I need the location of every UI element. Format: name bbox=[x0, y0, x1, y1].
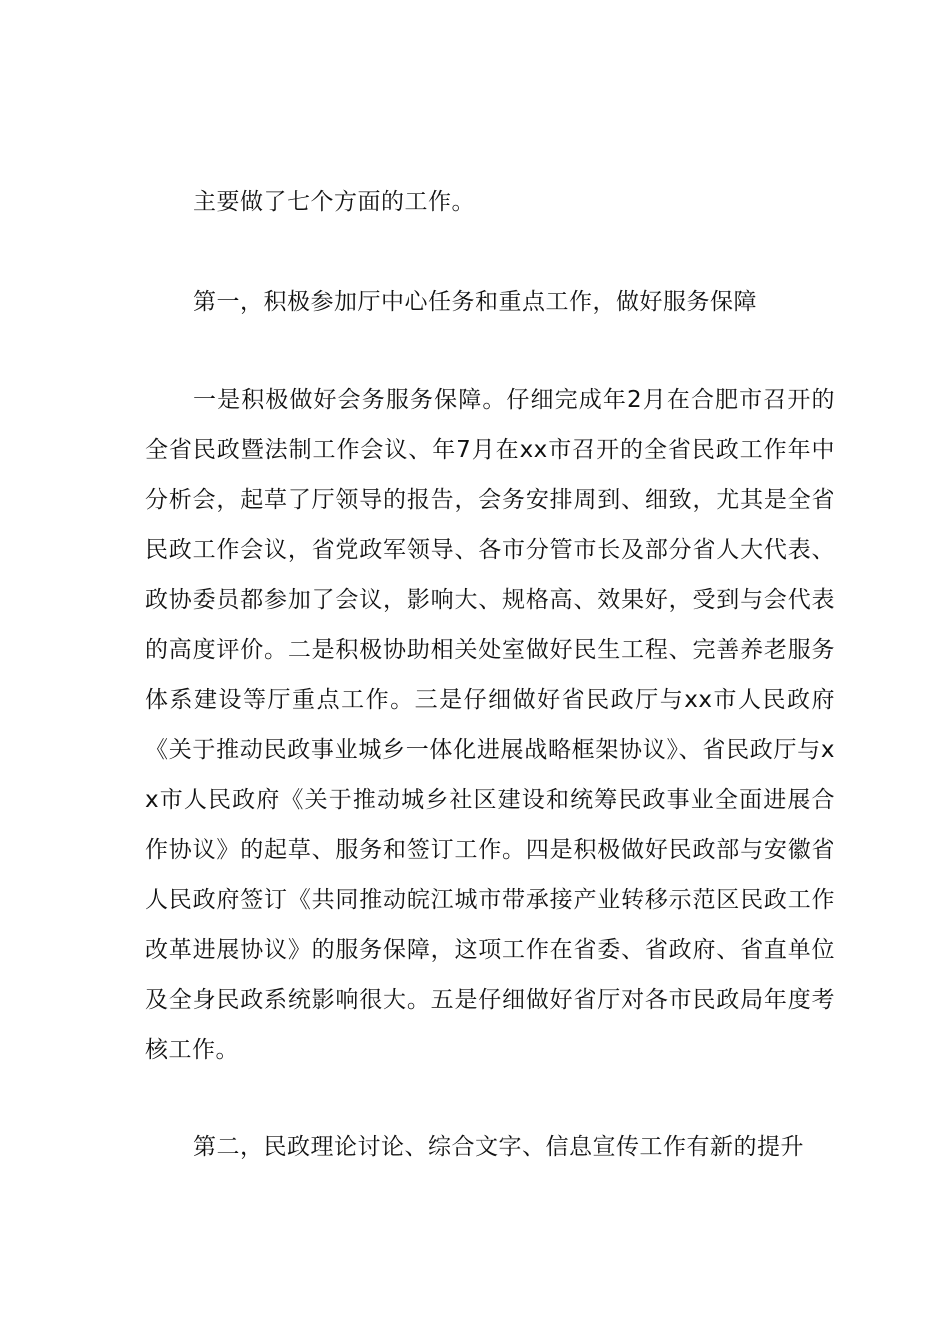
section-heading-second: 第二，民政理论讨论、综合文字、信息宣传工作有新的提升 bbox=[193, 1134, 804, 1160]
paragraph-intro: 主要做了七个方面的工作。 bbox=[193, 189, 475, 215]
section-heading-first: 第一，积极参加厅中心任务和重点工作，做好服务保障 bbox=[193, 289, 757, 315]
paragraph-body: 一是积极做好会务服务保障。仔细完成年2月在合肥市召开的全省民政暨法制工作会议、年7月在xx市召开的全省民政工作年中分析会，起草了厅领导的报告，会务安排周到、细致，尤其是全省民政工作会议，省党政军领导、各市分管市长及部分省人大代表、政协委员都参加了会议，影响大、规格高、效果好，受到与会代表的高度评价。二是积极协助相关处室做好民生工程、完善养老服务体系建设等厅重点工作。三是仔细做好省民政厅与xx市人民政府《关于推动民政事业城乡一体化进展战略框架协议》、省民政厅与xx市人民政府《关于推动城乡社区建设和统筹民政事业全面进展合作协议》的起草、服务和签订工作。四是积极做好民政部与安徽省人民政府签订《共同推动皖江城市带承接产业转移示范区民政工作改革进展协议》的服务保障，这项工作在省委、省政府、省直单位及全身民政系统影响很大。五是仔细做好省厅对各市民政局年度考核工作。 bbox=[145, 387, 835, 1063]
